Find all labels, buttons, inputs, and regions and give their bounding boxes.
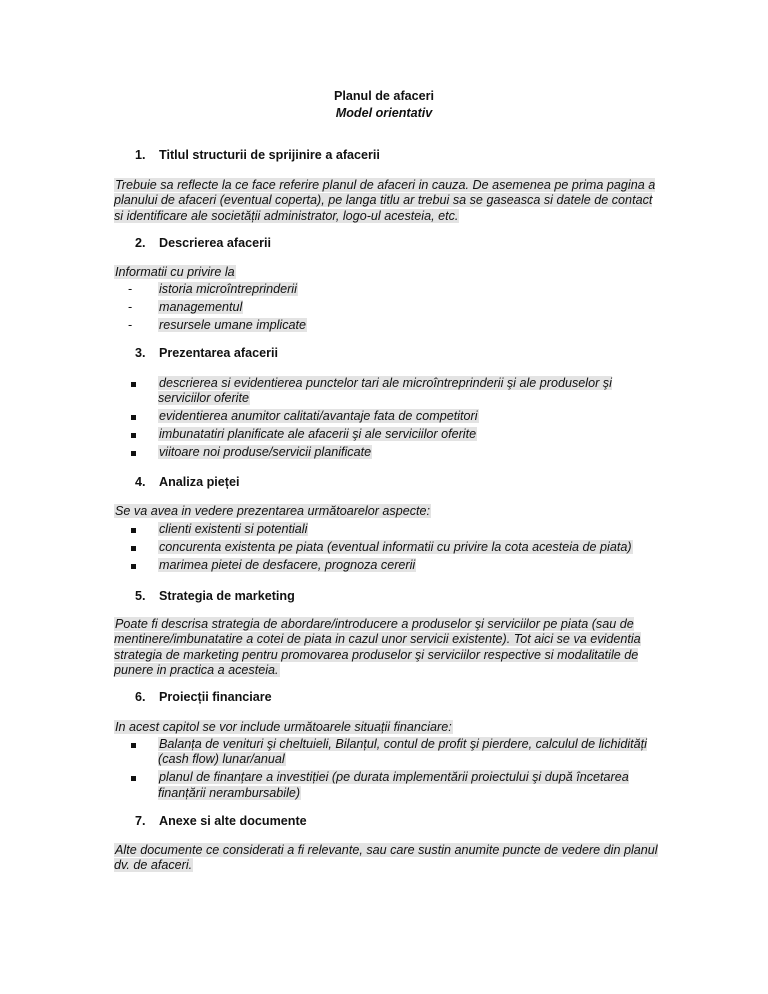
list-item-text: marimea pietei de desfacere, prognoza cererii: [159, 557, 416, 572]
section-title: Descrierea afacerii: [159, 236, 272, 250]
section-6-text: [114, 720, 659, 735]
section-5-heading: [135, 589, 295, 603]
section-number: 2.: [135, 236, 146, 250]
square-bullet-icon: [131, 382, 136, 387]
document-subtitle: Model orientativ: [335, 106, 433, 120]
section-title: Anexe si alte documente: [159, 814, 307, 828]
section-title: Strategia de marketing: [159, 589, 295, 603]
list-item-text: istoria microîntreprinderii: [159, 282, 297, 296]
title-block: [0, 88, 768, 122]
square-bullet-icon: [131, 743, 136, 748]
dash-marker: -: [128, 282, 133, 296]
square-bullet-icon: [131, 433, 136, 438]
section-paragraph: Informatii cu privire la: [115, 265, 235, 279]
list-item-text: viitoare noi produse/servicii planificate: [159, 445, 372, 460]
section-paragraph: Poate fi descrisa strategia de abordare/introducere a produselor şi serviciilor pe piata (sau de mentinere/imbunatatire a cotei de piata in cazul unor servicii existente). Tot aici se va evidentia strategia de marketing pentru promovarea produselor şi serviciilor respective si modalitatile de punere in practica a acesteia.: [114, 617, 641, 677]
section-4-list: [128, 522, 648, 576]
square-bullet-icon: [131, 451, 136, 456]
list-item-text: descrierea si evidentierea punctelor tari ale microîntreprinderii şi ale produselor şi serviciilor oferite: [158, 376, 612, 406]
list-item: [128, 770, 648, 801]
list-item: [128, 427, 648, 442]
section-number: 4.: [135, 475, 146, 489]
section-5-text: [114, 617, 659, 678]
list-item: [128, 558, 648, 573]
square-bullet-icon: [131, 546, 136, 551]
section-4-text: [114, 504, 659, 519]
square-bullet-icon: [131, 528, 136, 533]
document-title: Planul de afaceri: [333, 89, 435, 103]
list-item: [128, 300, 648, 315]
section-3-list: [128, 376, 648, 463]
list-item: [128, 318, 648, 333]
section-title: Prezentarea afacerii: [159, 346, 279, 360]
dash-marker: -: [128, 317, 133, 332]
list-item: [128, 282, 648, 297]
list-item-text: planul de finanțare a investiției (pe durata implementării proiectului şi după încetarea finanțării nerambursabile): [158, 770, 629, 800]
section-2-text: [114, 265, 659, 280]
list-item-text: resursele umane implicate: [159, 317, 306, 332]
section-title: Analiza pieței: [159, 475, 240, 489]
section-number: 6.: [135, 690, 146, 704]
list-item-text: evidentierea anumitor calitati/avantaje fata de competitori: [159, 409, 478, 424]
section-7-text: [114, 843, 659, 874]
square-bullet-icon: [131, 776, 136, 781]
list-item: [128, 737, 648, 768]
section-number: 7.: [135, 814, 146, 828]
section-1-text: [114, 178, 659, 224]
section-3-heading: [135, 346, 278, 360]
list-item-text: managementul: [159, 299, 243, 314]
section-number: 5.: [135, 589, 146, 603]
section-number: 3.: [135, 346, 146, 360]
section-title: Titlul structurii de sprijinire a afacerii: [159, 148, 380, 162]
section-title: Proiecții financiare: [159, 690, 272, 704]
list-item: [128, 376, 648, 407]
section-4-heading: [135, 475, 239, 489]
section-paragraph: Se va avea in vedere prezentarea următoarelor aspecte:: [115, 504, 431, 518]
section-paragraph: Alte documente ce considerati a fi relevante, sau care sustin anumite puncte de vedere din planul dv. de afaceri.: [114, 843, 658, 873]
list-item: [128, 409, 648, 424]
list-item-text: concurenta existenta pe piata (eventual informatii cu privire la cota acesteia de piata): [159, 539, 632, 554]
list-item-text: Balanța de venituri şi cheltuieli, Bilanțul, contul de profit şi pierdere, calculul de lichidități (cash flow) lunar/anual: [158, 737, 647, 767]
section-paragraph: Trebuie sa reflecte la ce face referire planul de afaceri in cauza. De asemenea pe prima pagina a planului de afaceri (eventual coperta), pe langa titlu ar trebui sa se gaseasca si datele de contact si identificare ale societății administrator, logo-ul acesteia, etc.: [114, 178, 656, 223]
list-item: [128, 540, 648, 555]
list-item: [128, 445, 648, 460]
section-paragraph: In acest capitol se vor include următoarele situații financiare:: [115, 720, 452, 734]
list-item-text: imbunatatiri planificate ale afacerii şi ale serviciilor oferite: [159, 427, 477, 442]
square-bullet-icon: [131, 415, 136, 420]
list-item-text: clienti existenti si potentiali: [159, 522, 308, 536]
section-7-heading: [135, 814, 307, 828]
square-bullet-icon: [131, 564, 136, 569]
list-item: [128, 522, 648, 537]
section-2-list: [128, 282, 648, 336]
section-1-heading: [135, 148, 380, 162]
section-2-heading: [135, 236, 271, 250]
section-6-list: [128, 737, 648, 804]
section-6-heading: [135, 690, 272, 704]
section-number: 1.: [135, 148, 146, 162]
dash-marker: -: [128, 299, 133, 314]
